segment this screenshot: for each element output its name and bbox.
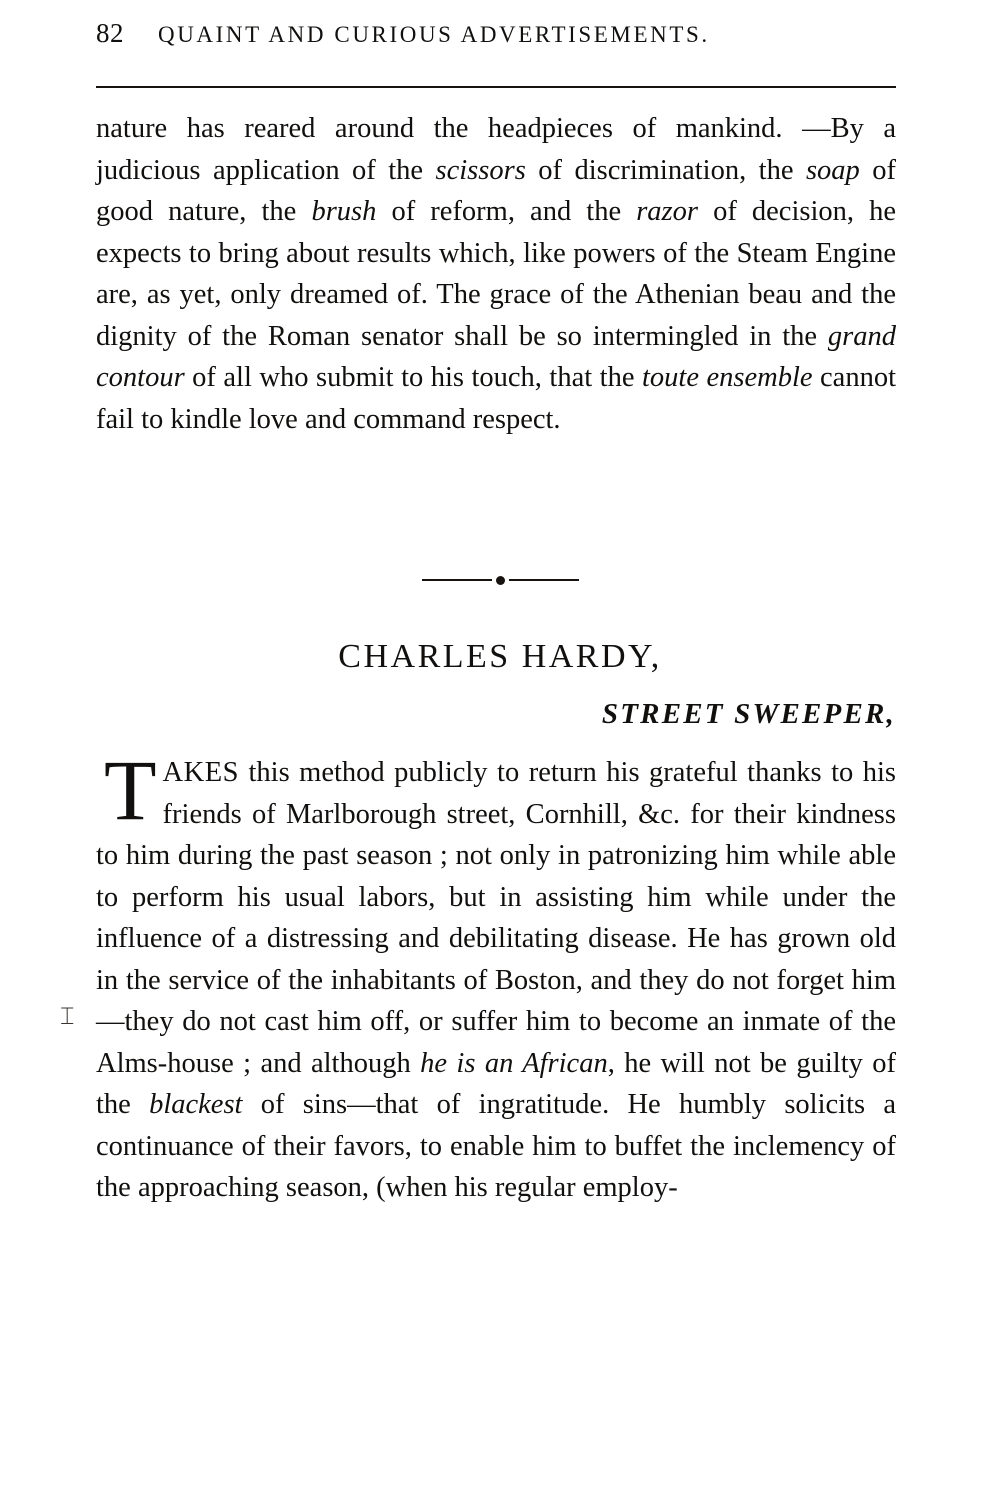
section-divider-ornament <box>0 560 1000 600</box>
emphasis-text: razor <box>636 196 698 227</box>
running-head-title: QUAINT AND CURIOUS ADVERTISEMENTS. <box>158 22 710 47</box>
page-folio: 82 <box>96 18 124 48</box>
divider-dot <box>496 576 505 585</box>
emphasis-text: toute ensemble <box>642 362 813 393</box>
emphasis-text: brush <box>311 196 377 227</box>
advertisement-body <box>96 742 896 1209</box>
body-text: nature has reared around the headpieces of mankind. —By a judicious application of the <box>96 113 896 186</box>
drop-cap: T <box>104 742 157 838</box>
emphasis-text: blackest <box>149 1089 243 1120</box>
body-text: of discrimination, the <box>525 154 806 186</box>
emphasis-text: soap <box>805 154 860 186</box>
advertisement-paragraph <box>96 742 896 1209</box>
body-text: of reform, and the <box>376 196 637 227</box>
advertiser-name: CHARLES HARDY, <box>338 638 662 675</box>
running-head <box>96 18 896 49</box>
emphasis-text: grand contour <box>96 320 896 393</box>
margin-mark: ⌶ <box>60 1004 75 1030</box>
emphasis-text: scissors <box>435 154 526 186</box>
body-text: this method publicly to return his grateful thanks to his friends of Marlborough street, Cornhill, &c. for their kindness to him during the past season ; not only in patronizing him while able to perform his usual labors, but in assisting him while under the influence of a distressing and debilitating disease. He has grown old in the service of the inhabitants of Boston, and they do not forget him—they do not cast him off, or suffer him to become an inmate of the Alms-house ; and although <box>96 757 896 1079</box>
emphasis-text: he is an African <box>420 1047 608 1079</box>
body-text: of good nature, the <box>96 154 896 227</box>
header-rule <box>96 86 896 88</box>
body-text: of all who submit to his touch, that the <box>184 362 642 393</box>
body-text: , he will not be guilty of the <box>96 1047 896 1120</box>
paragraph-continuation <box>96 108 896 440</box>
body-text: of decision, he expects to bring about results which, like powers of the Steam Engine are, as yet, only dreamed of. The grace of the Athenian beau and the dignity of the Roman senator shall be so intermingled in the <box>96 196 896 352</box>
body-text: cannot fail to kindle love and command respect. <box>96 362 896 435</box>
advertiser-occupation: STREET SWEEPER, <box>601 698 896 730</box>
lead-small-caps: AKES <box>162 757 239 788</box>
body-text: of sins—that of ingratitude. He humbly solicits a continuance of their favors, to enable him to buffet the inclemency of the approaching season, (when his regular employ- <box>96 1089 896 1203</box>
divider-left-rule <box>422 579 492 581</box>
paragraph-text <box>96 108 896 440</box>
divider-right-rule <box>509 579 579 581</box>
